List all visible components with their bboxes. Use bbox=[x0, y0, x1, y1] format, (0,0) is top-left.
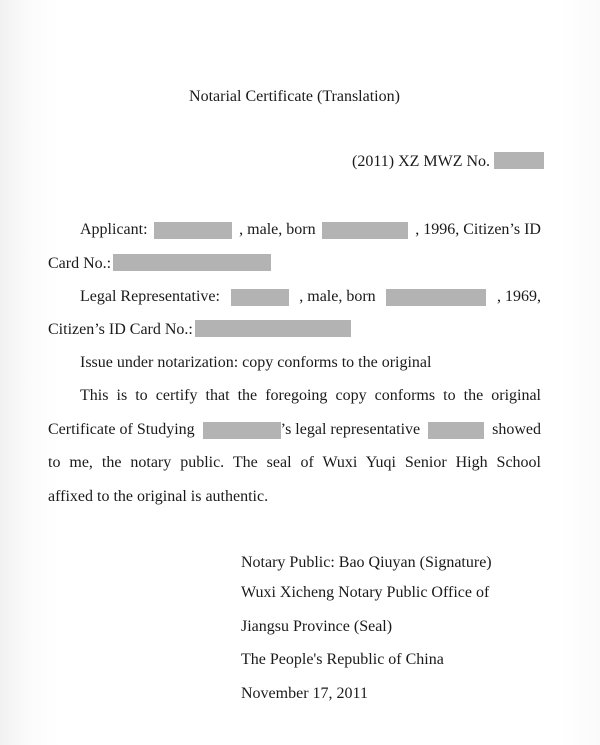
redacted-representative-id bbox=[195, 320, 351, 337]
legal-representative-label: Legal Representative: bbox=[80, 288, 220, 305]
redacted-representative-name bbox=[231, 289, 289, 306]
redacted-applicant-name bbox=[154, 222, 232, 239]
redacted-representative-name-2 bbox=[428, 422, 484, 439]
certify-line-2-end: showed bbox=[492, 421, 541, 438]
legal-representative-id-line bbox=[48, 320, 351, 340]
redacted-applicant-birthdate bbox=[322, 222, 408, 239]
redacted-representative-birthdate bbox=[386, 289, 486, 306]
document-title: Notarial Certificate (Translation) bbox=[189, 88, 400, 105]
certify-line-3: to me, the notary public. The seal of Wuxi Yuqi Senior High School bbox=[48, 454, 541, 471]
legal-representative-gender-born: , male, born bbox=[299, 288, 376, 305]
certify-line-2-middle: ’s legal representative bbox=[280, 421, 421, 438]
reference-label: (2011) XZ MWZ No. bbox=[352, 153, 491, 170]
notary-office-line-2: Jiangsu Province (Seal) bbox=[241, 618, 393, 635]
certify-line-1: This is to certify that the foregoing copy conforms to the original bbox=[80, 387, 541, 404]
legal-representative-year: , 1969, bbox=[496, 288, 541, 305]
reference-number bbox=[352, 152, 544, 172]
applicant-id-line bbox=[48, 254, 271, 274]
applicant-label: Applicant: bbox=[80, 221, 148, 238]
certify-line-2-start: Certificate of Studying bbox=[48, 421, 195, 438]
notary-office-line-1: Wuxi Xicheng Notary Public Office of bbox=[241, 584, 490, 601]
applicant-gender-born: , male, born bbox=[239, 221, 316, 238]
certify-line-4: affixed to the original is authentic. bbox=[48, 488, 269, 505]
legal-representative-id-label: Citizen’s ID Card No.: bbox=[48, 321, 193, 338]
notary-public-signature: Notary Public: Bao Qiuyan (Signature) bbox=[241, 554, 492, 571]
issue-under-notarization: Issue under notarization: copy conforms to the original bbox=[80, 354, 432, 371]
certify-line-2 bbox=[48, 420, 541, 440]
redacted-reference-number bbox=[494, 152, 544, 169]
applicant-year: , 1996, Citizen’s ID bbox=[415, 221, 541, 238]
legal-representative-line bbox=[80, 287, 541, 307]
applicant-id-label: Card No.: bbox=[48, 255, 112, 272]
applicant-line bbox=[80, 220, 541, 240]
redacted-student-name bbox=[203, 422, 281, 439]
certificate-date: November 17, 2011 bbox=[241, 685, 368, 702]
country: The People's Republic of China bbox=[241, 651, 444, 668]
redacted-applicant-id bbox=[113, 254, 271, 271]
